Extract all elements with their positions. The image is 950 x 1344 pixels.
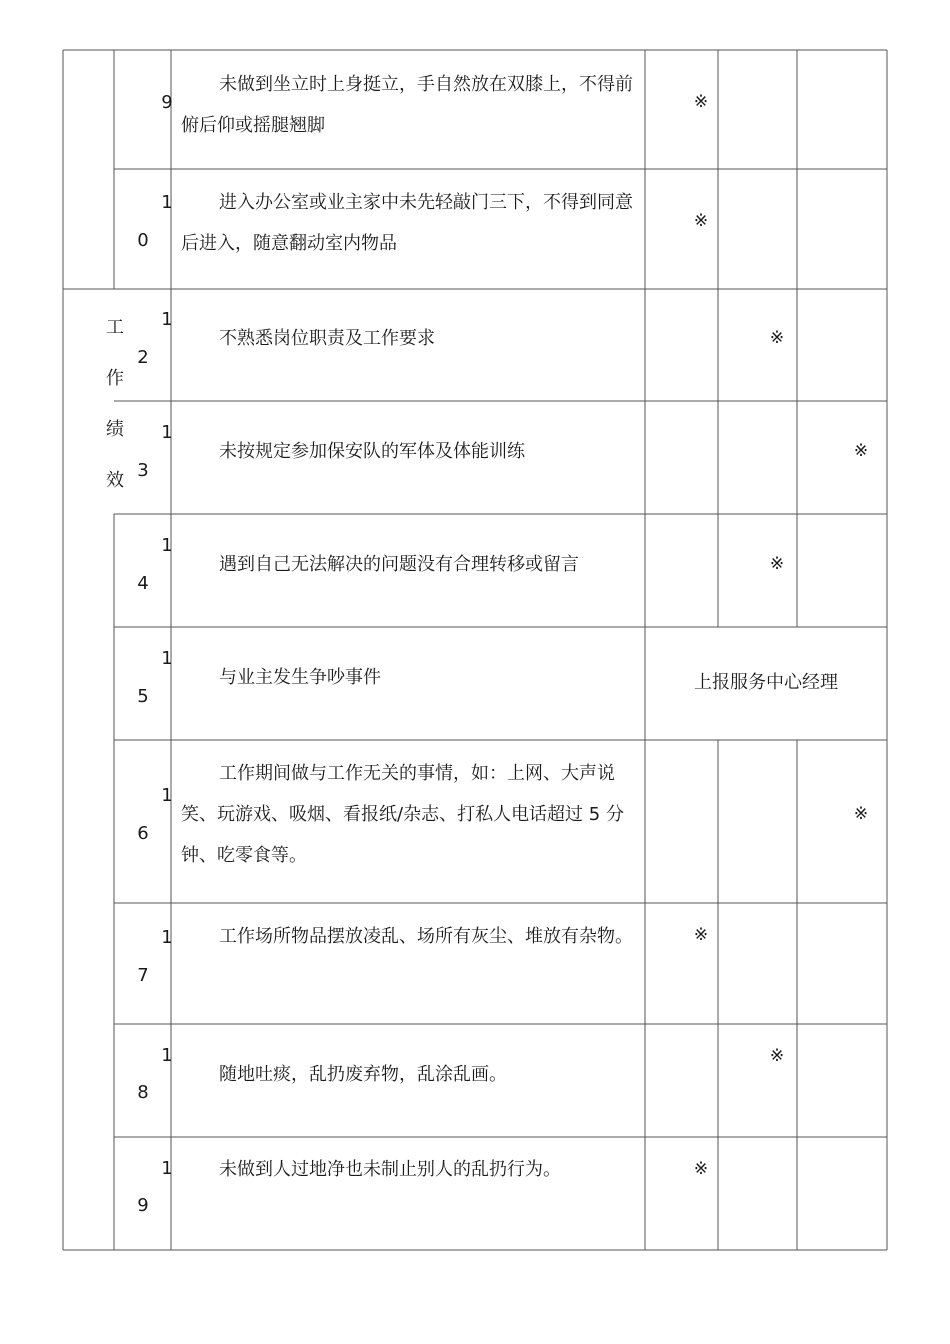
- row-number-top: 1: [161, 785, 173, 806]
- row-description: 随地吐痰，乱扔废弃物，乱涂乱画。: [219, 1064, 507, 1085]
- mark-col-b: ※: [769, 1046, 785, 1066]
- category-char: 工: [106, 317, 124, 338]
- row-description: 工作期间做与工作无关的事情，如：上网、大声说笑、玩游戏、吸烟、看报纸/杂志、打私人电话超过 5 分钟、吃零食等。: [181, 763, 624, 866]
- row-number-bottom: 4: [137, 573, 149, 594]
- mark-col-b: ※: [769, 554, 785, 574]
- row-number-top: 1: [161, 192, 173, 213]
- row-number-top: 1: [161, 535, 173, 556]
- report-note: 上报服务中心经理: [694, 672, 838, 693]
- row-description: 进入办公室或业主家中未先轻敲门三下，不得到同意后进入，随意翻动室内物品: [181, 192, 633, 254]
- row-description: 未做到坐立时上身挺立，手自然放在双膝上，不得前俯后仰或摇腿翘脚: [181, 74, 633, 136]
- row-number-bottom: 9: [137, 1195, 149, 1216]
- row-number-top: 1: [161, 648, 173, 669]
- row-number-top: 1: [161, 1158, 173, 1179]
- mark-col-c: ※: [853, 804, 869, 824]
- row-number-top: 1: [161, 927, 173, 948]
- category-char: 效: [106, 470, 124, 491]
- row-number-bottom: 5: [137, 686, 149, 707]
- mark-col-a: ※: [693, 925, 709, 945]
- row-number-top: 1: [161, 309, 173, 330]
- category-char: 绩: [106, 419, 124, 440]
- row-number-bottom: 3: [137, 460, 149, 481]
- row-description: 工作场所物品摆放凌乱、场所有灰尘、堆放有杂物。: [219, 926, 633, 947]
- category-label: [104, 302, 126, 506]
- row-number-top: 1: [161, 1045, 173, 1066]
- row-number-bottom: 9: [161, 92, 173, 113]
- mark-col-a: ※: [693, 211, 709, 231]
- category-char: 作: [106, 368, 124, 389]
- mark-col-c: ※: [853, 441, 869, 461]
- row-description: 未做到人过地净也未制止别人的乱扔行为。: [219, 1159, 561, 1180]
- row-number-bottom: 8: [137, 1082, 149, 1103]
- row-number-bottom: 0: [137, 230, 149, 251]
- row-number-top: 1: [161, 422, 173, 443]
- row-description: 不熟悉岗位职责及工作要求: [219, 328, 435, 349]
- mark-col-a: ※: [693, 92, 709, 112]
- row-description: 遇到自己无法解决的问题没有合理转移或留言: [219, 554, 579, 575]
- row-description: 未按规定参加保安队的军体及体能训练: [219, 441, 525, 462]
- mark-col-b: ※: [769, 328, 785, 348]
- row-number-bottom: 2: [137, 347, 149, 368]
- row-number-bottom: 7: [137, 965, 149, 986]
- row-description: 与业主发生争吵事件: [219, 667, 381, 688]
- mark-col-a: ※: [693, 1159, 709, 1179]
- row-number-bottom: 6: [137, 823, 149, 844]
